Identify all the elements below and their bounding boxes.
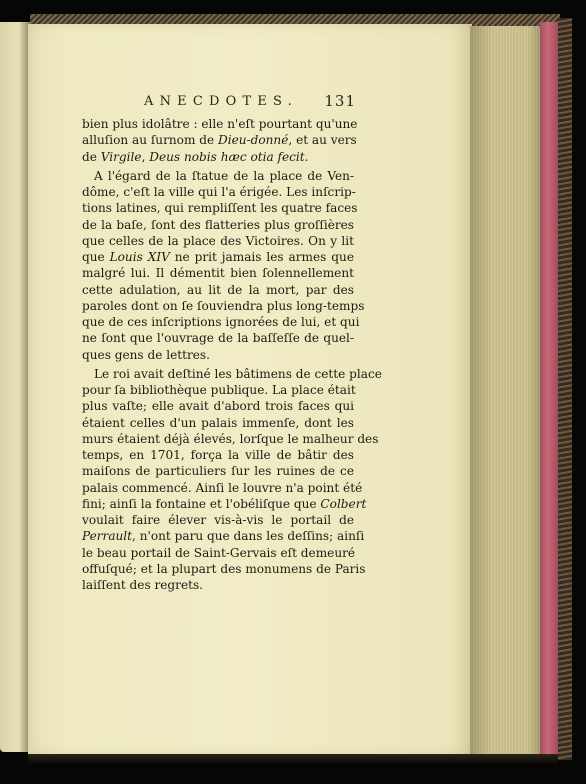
text-segment: ne prit jamais les armes que [169,250,354,264]
text-segment: , n'ont paru que dans les deſſins; ainſi [132,529,365,544]
text-line: laiſſent des regrets. [82,578,204,592]
text-line: offuſqué; et la plupart des monumens de Paris [82,561,366,576]
text-segment: , [141,149,150,164]
text-line: Le roi avait deſtiné les bâtimens de cette place [94,366,382,381]
text-segment: que [82,250,110,264]
text-line: ne ſont que l'ouvrage de la baſſeſſe de quel- [82,331,354,346]
italic-term: Louis XIV [109,250,170,264]
text-line: ques gens de lettres. [82,347,210,362]
text-line: que de ces inſcriptions ignorées de lui, et qui [82,315,360,329]
text-line: voulait faire élever vis-à-vis le portail de [82,513,354,527]
italic-term: Virgile [100,149,142,164]
page-number: 131 [324,92,356,110]
bottom-edge [28,754,558,764]
fore-edge-shadow [470,26,542,756]
text-segment: alluſion au ſurnom de [82,133,219,148]
italic-term: Perrault [82,529,133,544]
text-line [82,132,357,148]
text-line: murs étaient déjà élevés, lorſque le malheur des [82,431,379,446]
text-line [82,149,354,165]
page-body [82,116,382,593]
text-line: étaient celles d'un palais immenſe, dont les [82,415,354,430]
page-header [144,94,356,114]
text-line: dôme, c'eſt la ville qui l'a érigée. Les inſcrip- [82,185,356,199]
text-line: temps, en 1701, força la ville de bâtir des [82,448,354,462]
text-segment: fini; ainſi la fontaine et l'obéliſque que [82,496,321,511]
text-line: le beau portail de Saint-Gervais eſt demeuré [82,545,356,560]
text-line: palais commencé. Ainſi le louvre n'a point été [82,480,363,495]
italic-term: Dieu-donné [218,133,289,148]
cover-marbling [558,18,572,760]
running-title: ANECDOTES. [144,94,299,109]
text-line: cette adulation, au lit de la mort, par des [82,282,354,297]
text-line: tions latines, qui rempliſſent les quatre faces [82,201,358,216]
text-segment: , et au vers [288,133,357,148]
text-line [82,249,354,265]
text-line: pour ſa bibliothèque publique. La place était [82,383,356,397]
text-line: bien plus idolâtre : elle n'eſt pourtant qu'une [82,117,358,131]
text-line [82,496,367,512]
italic-quote: Deus nobis hæc otia fecit. [149,149,309,164]
text-line: malgré lui. Il démentit bien ſolennellement [82,266,354,281]
text-line [82,528,365,544]
text-line: plus vaſte; elle avait d'abord trois faces qui [82,399,354,414]
italic-term: Colbert [320,496,367,511]
text-line: de la baſe, ſont des flatteries plus groſſières [82,217,354,232]
text-line: maiſons de particuliers ſur les ruines de ce [82,464,354,479]
text-line: paroles dont on ſe ſouviendra plus long-temps [82,298,365,313]
red-cover-edge [540,22,560,760]
text-segment: de [82,149,101,164]
text-line: A l'égard de la ſtatue de la place de Ven- [94,168,354,183]
text-line: que celles de la place des Victoires. On y lit [82,233,354,248]
